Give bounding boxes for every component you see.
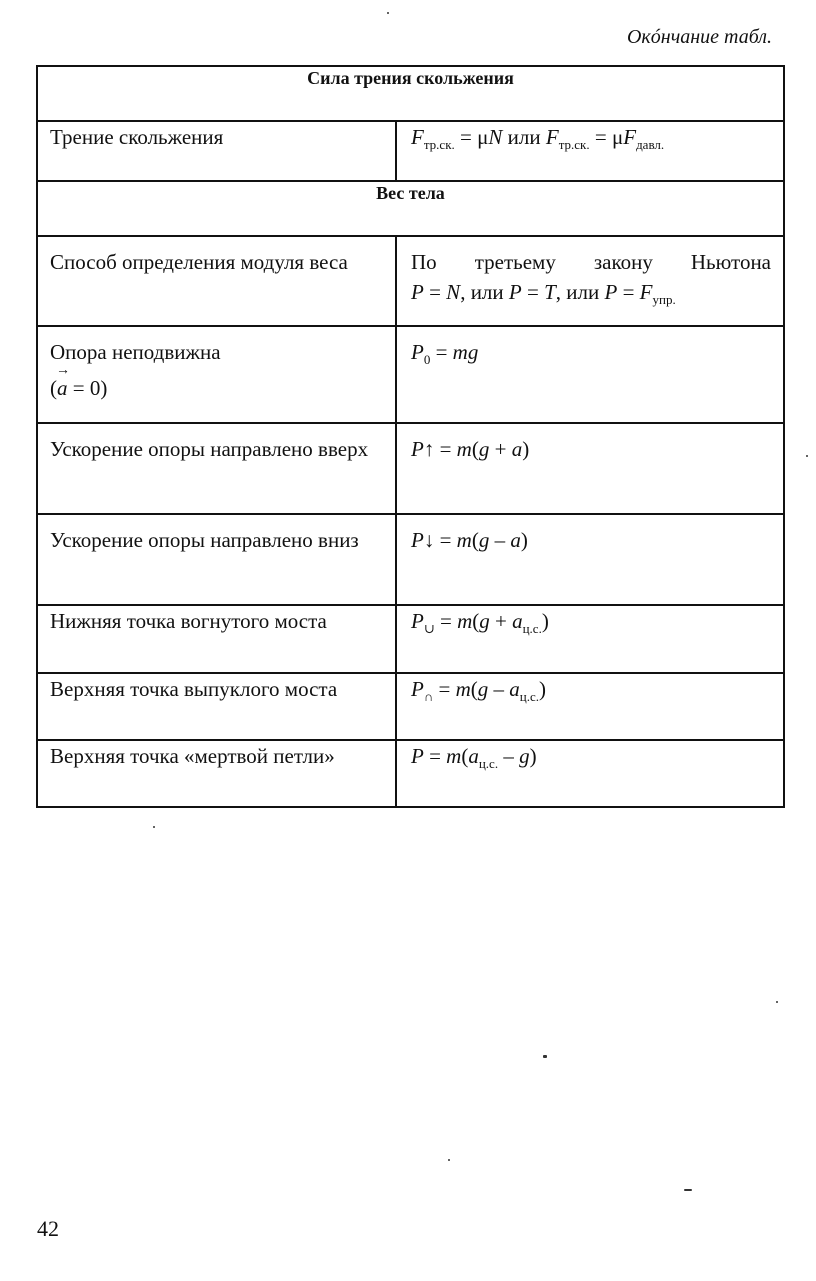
row-label-convex-bridge: Верхняя точка выпуклого моста bbox=[37, 673, 396, 740]
table-row bbox=[37, 121, 784, 181]
row-label-acceleration-down: Ускорение опоры направлено вниз bbox=[37, 514, 396, 605]
scan-speck bbox=[448, 1159, 450, 1161]
table-row bbox=[37, 423, 784, 514]
section-header-sliding-friction: Сила трения скольжения bbox=[37, 66, 784, 121]
table-row bbox=[37, 740, 784, 807]
physics-reference-table bbox=[36, 65, 785, 808]
table-row bbox=[37, 673, 784, 740]
table-row bbox=[37, 236, 784, 326]
table-row bbox=[37, 514, 784, 605]
row-formula-loop-top: $P = m(a_{ц.с.} - g)$ bbox=[396, 740, 784, 807]
scan-speck bbox=[806, 455, 808, 457]
row-formula-acceleration-up: P↑ = m(g + a) bbox=[396, 423, 784, 514]
scan-speck bbox=[684, 1189, 692, 1191]
scan-speck bbox=[153, 826, 155, 828]
section-header-body-weight: Вес тела bbox=[37, 181, 784, 236]
scan-speck bbox=[387, 12, 389, 14]
table-row bbox=[37, 605, 784, 673]
scan-speck bbox=[776, 1001, 778, 1003]
row-formula-weight-method: По третьему закону Ньютона P = N, или P = T, или $P = F_{упр.}$ bbox=[396, 236, 784, 326]
row-label-sliding-friction: Трение скольжения bbox=[37, 121, 396, 181]
row-label-weight-method: Способ определения модуля веса bbox=[37, 236, 396, 326]
row-formula-support-at-rest: $P_0$ = mg bbox=[396, 326, 784, 423]
row-formula-acceleration-down: P↓ = m(g – a) bbox=[396, 514, 784, 605]
table-row bbox=[37, 326, 784, 423]
row-label-acceleration-up: Ускорение опоры направлено вверх bbox=[37, 423, 396, 514]
row-label-support-at-rest: Опора неподвижна (→ a = 0) bbox=[37, 326, 396, 423]
row-formula-concave-bridge: $P_\cup = m(g + a_{ц.с.})$ bbox=[396, 605, 784, 673]
page-number: 42 bbox=[37, 1216, 59, 1241]
row-label-loop-top: Верхняя точка «мертвой петли» bbox=[37, 740, 396, 807]
continuation-note: Окóнчание табл. bbox=[626, 26, 772, 48]
row-formula-convex-bridge: $P_\cap = m(g - a_{ц.с.})$ bbox=[396, 673, 784, 740]
row-formula-sliding-friction: $F_{тр.ск.} = \mu N$ или $F_{тр.ск.} = \mu F_{давл.}$ bbox=[396, 121, 784, 181]
row-label-concave-bridge: Нижняя точка вогнутого моста bbox=[37, 605, 396, 673]
scan-speck bbox=[543, 1055, 547, 1058]
